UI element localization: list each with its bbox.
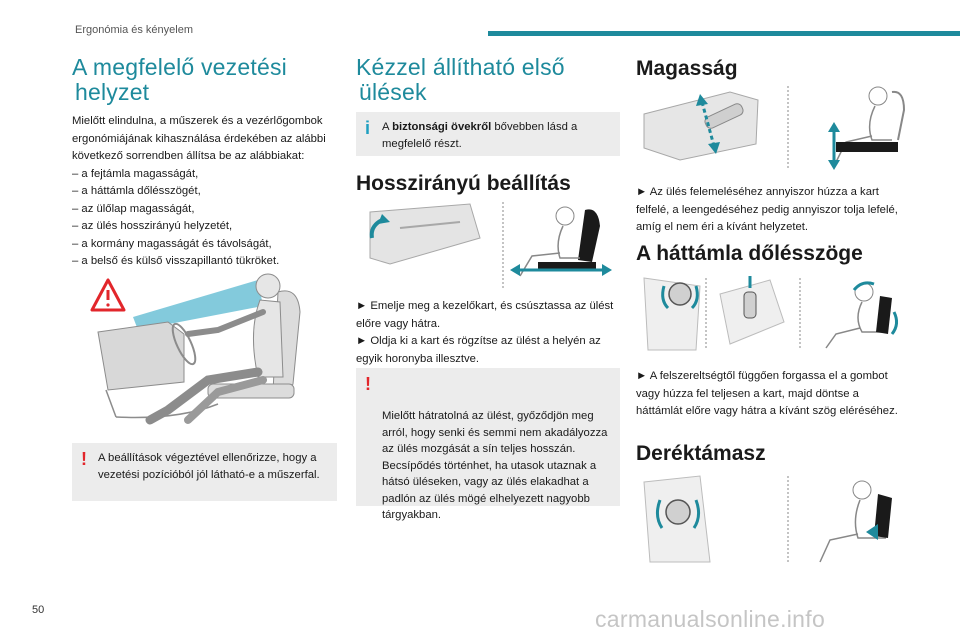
step-2: ► Oldja ki a kart és rögzítse az ülést a helyén az egyik horonyba illesztve. (356, 335, 601, 365)
warning-note-seat-movement (356, 368, 620, 521)
title-line-1: Kézzel állítható első (356, 54, 565, 80)
driving-position-illustration (88, 272, 328, 437)
watermark: carmanualsonline.info (595, 606, 826, 632)
list-item: – az ülés hosszirányú helyzetét, (72, 220, 233, 232)
list-item: – az ülőlap magasságát, (72, 202, 195, 215)
rotary-knob-icon (669, 283, 691, 305)
title-driving-position (72, 55, 340, 105)
heading-backrest: A háttámla dőlésszöge (636, 242, 863, 265)
longitudinal-steps (356, 298, 620, 368)
list-item: – a kormány magasságát és távolságát, (72, 237, 272, 250)
info-note-seatbelts (356, 112, 620, 156)
title-line-2: ülések (359, 79, 427, 105)
exclamation-icon: ! (81, 449, 87, 469)
lumbar-knob-icon (666, 500, 690, 524)
lumbar-adjust-illustration (640, 472, 908, 566)
title-line-1: A megfelelő vezetési (72, 54, 287, 80)
list-item: – a belső és külső visszapillantó tükröket. (72, 255, 280, 267)
info-text-pre: A (382, 121, 389, 133)
longitudinal-adjust-illustration (360, 198, 615, 290)
list-item: – a fejtámla magasságát, (72, 167, 199, 180)
height-adjust-illustration (640, 84, 908, 170)
warning-note-dashboard (72, 443, 337, 501)
subtitle-longitudinal: Hosszirányú beállítás (356, 172, 571, 195)
title-manual-seats (356, 55, 620, 105)
column-manual-seats (356, 55, 620, 105)
backrest-text: ► A felszereltségtől függően forgassa el a gombot vagy húzza fel teljesen a kart, majd döntse a háttámlát előre vagy hátra a kívánt szög eléréséhez. (636, 370, 898, 417)
info-text-bold: biztonsági övekről (392, 121, 492, 133)
column-driving-position (72, 55, 340, 271)
warning-text: A beállítások végeztével ellenőrizze, hogy a vezetési pozícióból jól látható-e a műszerfal. (98, 452, 320, 481)
exclamation-icon: ! (365, 374, 371, 394)
header-accent-bar (488, 31, 960, 36)
intro-block (72, 113, 340, 271)
list-item: – a háttámla dőlésszögét, (72, 185, 201, 197)
title-line-2: helyzet (75, 79, 150, 105)
section-header: Ergonómia és kényelem (75, 24, 194, 36)
heading-height: Magasság (636, 57, 738, 80)
warning-text: Mielőtt hátratolná az ülést, győződjön meg arról, hogy senki és semmi nem akadályozza az ülés mozgását a sín teljes hosszán. Becsípődés történhet, ha utasok utaznak a hátsó üléseken, vagy az ülés elakadhat a padlón az ülés mögé elhelyezett nagyobb tárgyakban. (382, 410, 608, 521)
height-text: ► Az ülés felemeléséhez annyiszor húzza a kart felfelé, a leengedéséhez pedig annyiszor tolja lefelé, amíg el nem éri a kívánt helyzetet. (636, 186, 898, 233)
heading-lumbar: Deréktámasz (636, 442, 766, 465)
backrest-adjust-illustration (640, 272, 908, 352)
page-number: 50 (32, 604, 45, 616)
step-1: ► Emelje meg a kezelőkart, és csúsztassa az ülést előre vagy hátra. (356, 300, 614, 330)
info-text-post: bővebben lásd a megfelelő részt. (382, 121, 578, 150)
lever-icon (744, 292, 756, 318)
intro-paragraph: Mielőtt elindulna, a műszerek és a vezérlőgombok ergonómiájának kihasználása érdekében az alábbi következő sorrendben állítsa be az alábbiakat: (72, 115, 326, 162)
info-icon: i (365, 118, 371, 138)
